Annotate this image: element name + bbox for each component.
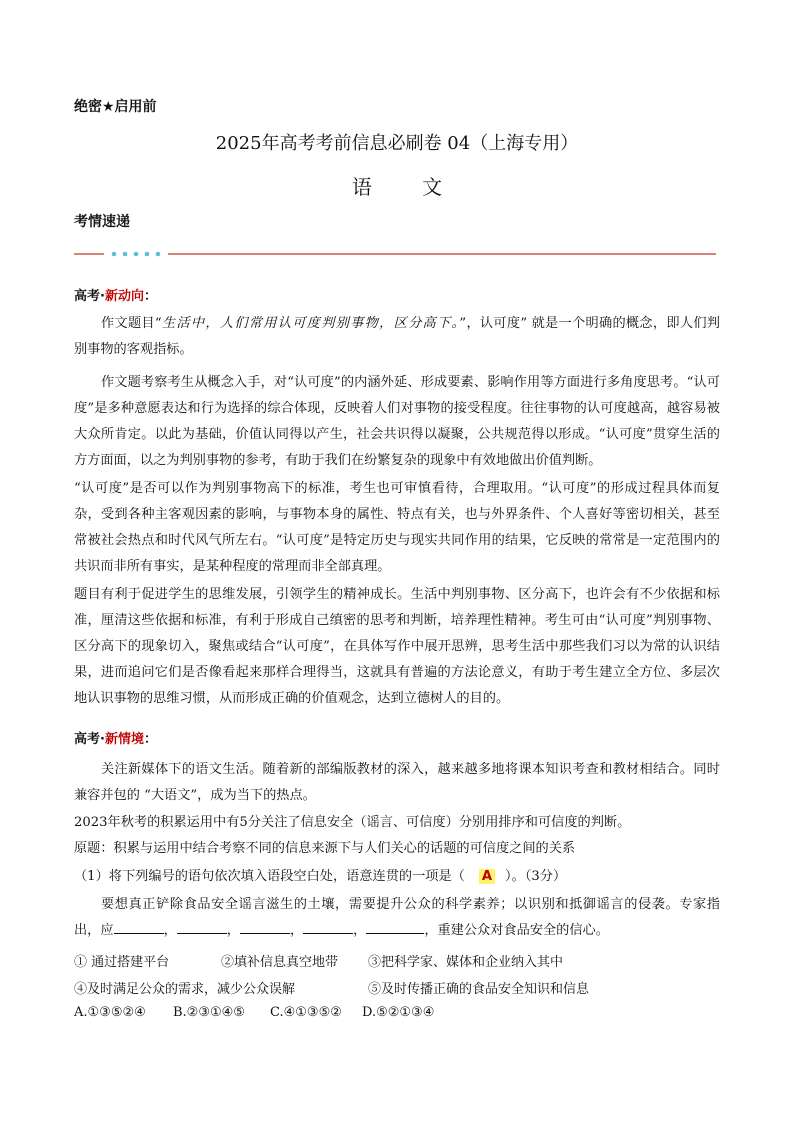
heading-label: 新动向 (104, 289, 144, 304)
paragraph-situation-3: 原题：积累与运用中结合考察不同的信息来源下与人们关心的话题的可信度之间的关系 (74, 841, 576, 856)
heading-prefix: 高考· (74, 732, 105, 747)
passage-text: ，重建公众对食品安全的信心。 (424, 923, 609, 938)
divider-dot (123, 252, 128, 257)
fill-blank (240, 919, 290, 934)
sentence-items-row-1 (74, 951, 720, 971)
paragraph-essay-topic (74, 311, 720, 363)
separator: ， (289, 923, 304, 938)
exam-title: 2025年高考考前信息必刷卷 04（上海专用） (215, 133, 579, 154)
heading-suffix: ： (143, 289, 157, 304)
question-score: ）。（3分） (505, 869, 567, 884)
question-passage (74, 892, 720, 944)
divider-dot (145, 252, 150, 257)
new-situation-heading (74, 728, 157, 747)
divider-dot (134, 252, 139, 257)
sentence-item: ⑤及时传播正确的食品安全知识和信息 (368, 982, 590, 997)
option-a: A.①③⑤②④ (74, 1005, 146, 1020)
separator: ， (226, 923, 240, 938)
section-divider (74, 248, 716, 260)
paragraph-analysis-1: 作文题考察考生从概念入手，对“认可度”的内涵外延、形成要素、影响作用等方面进行多角度思考。“认可度”是多种意愿表达和行为选择的综合体现，反映着人们对事物的接受程度。往往事物的认可度越高，越容易被大众所肯定。以此为基础，价值认同得以产生，社会共识得以凝聚，公共规范得以形成。“认可度”贯穿生活的方方面面，以之为判别事物的参考，有助于我们在纷繁复杂的现象中有效地做出价值判断。 (74, 375, 720, 468)
sentence-item: ②填补信息真空地带 (221, 955, 339, 970)
option-d: D.⑤②①③④ (362, 1005, 435, 1020)
passage-text: 要想真正铲除食品安全谣言滋生的土壤，需要提升公众的科学素养；以识别和抵御谣言的侵袭。专家指出，应 (74, 897, 720, 938)
divider-dot (112, 252, 117, 257)
heading-label: 新情境 (104, 732, 144, 747)
option-b: B.②③①④⑤ (173, 1005, 245, 1020)
confidential-mark: 绝密★启用前 (74, 99, 157, 115)
separator: ， (163, 923, 177, 938)
sentence-item: ④及时满足公众的需求，减少公众误解 (74, 982, 296, 997)
question-text: （1）将下列编号的语句依次填入语段空白处，语意连贯的一项是（ (74, 869, 465, 884)
paragraph-situation-1: 关注新媒体下的语文生活。随着新的部编版教材的深入，越来越多地将课本知识考查和教材相结合。同时兼容并包的 “大语文”，成为当下的热点。 (74, 762, 720, 803)
fill-blank (366, 919, 424, 934)
subject-title: 语 文 (351, 175, 465, 199)
fill-blank (303, 919, 353, 934)
heading-suffix: ： (143, 732, 157, 747)
heading-prefix: 高考· (74, 289, 105, 304)
separator: ， (353, 923, 367, 938)
answer-options (74, 1005, 720, 1025)
text-span: 作文题目“ (101, 316, 162, 331)
sentence-item: ① 通过搭建平台 (74, 955, 170, 970)
option-c: C.④①③⑤② (270, 1005, 342, 1020)
quoted-topic: 生活中，人们常用认可度判别事物，区分高下。 (161, 316, 460, 331)
paragraph-situation-2: 2023年秋考的积累运用中有5分关注了信息安全（谣言、可信度）分别用排序和可信度的判断。 (74, 815, 631, 830)
fill-blank (114, 919, 164, 934)
paragraph-analysis-3: 题目有利于促进学生的思维发展，引领学生的精神成长。生活中判别事物、区分高下，也许会有不少依据和标准，厘清这些依据和标准，有利于形成自己缜密的思考和判断，培养理性精神。考生可由“认可度”判别事物、区分高下的现象切入，聚焦或结合“认可度”，在具体写作中展开思辨，思考生活中那些我们习以为常的认识结果，进而追问它们是否像看起来那样合理得当，这就具有普遍的方法论意义，有助于考生建立全方位、多层次地认识事物的思维习惯，从而形成正确的价值观念，达到立德树人的目的。 (74, 587, 720, 706)
answer-highlight: A (479, 869, 495, 884)
text-span: ”，认可度” 就是一个明确的概念，即人们判别事物的客观指标。 (74, 316, 720, 357)
fill-blank (177, 919, 227, 934)
paragraph-analysis-2: “认可度”是否可以作为判别事物高下的标准，考生也可审慎看待，合理取用。“认可度”的形成过程具体而复杂，受到各种主客观因素的影响，与事物本身的属性、特点有关，也与外界条件、个人喜好等密切相关，甚至常被社会热点和时代风气所左右。“认可度”是特定历史与现实共同作用的结果，它反映的常常是一定范围内的共识而非所有事实，是某种程度的常理而非全部真理。 (74, 481, 720, 574)
sentence-item: ③把科学家、媒体和企业纳入其中 (368, 955, 564, 970)
question-1 (74, 865, 566, 884)
section-title: 考情速递 (74, 214, 130, 230)
new-direction-heading (74, 285, 157, 304)
divider-dot (156, 252, 161, 257)
sentence-items-row-2 (74, 978, 720, 998)
